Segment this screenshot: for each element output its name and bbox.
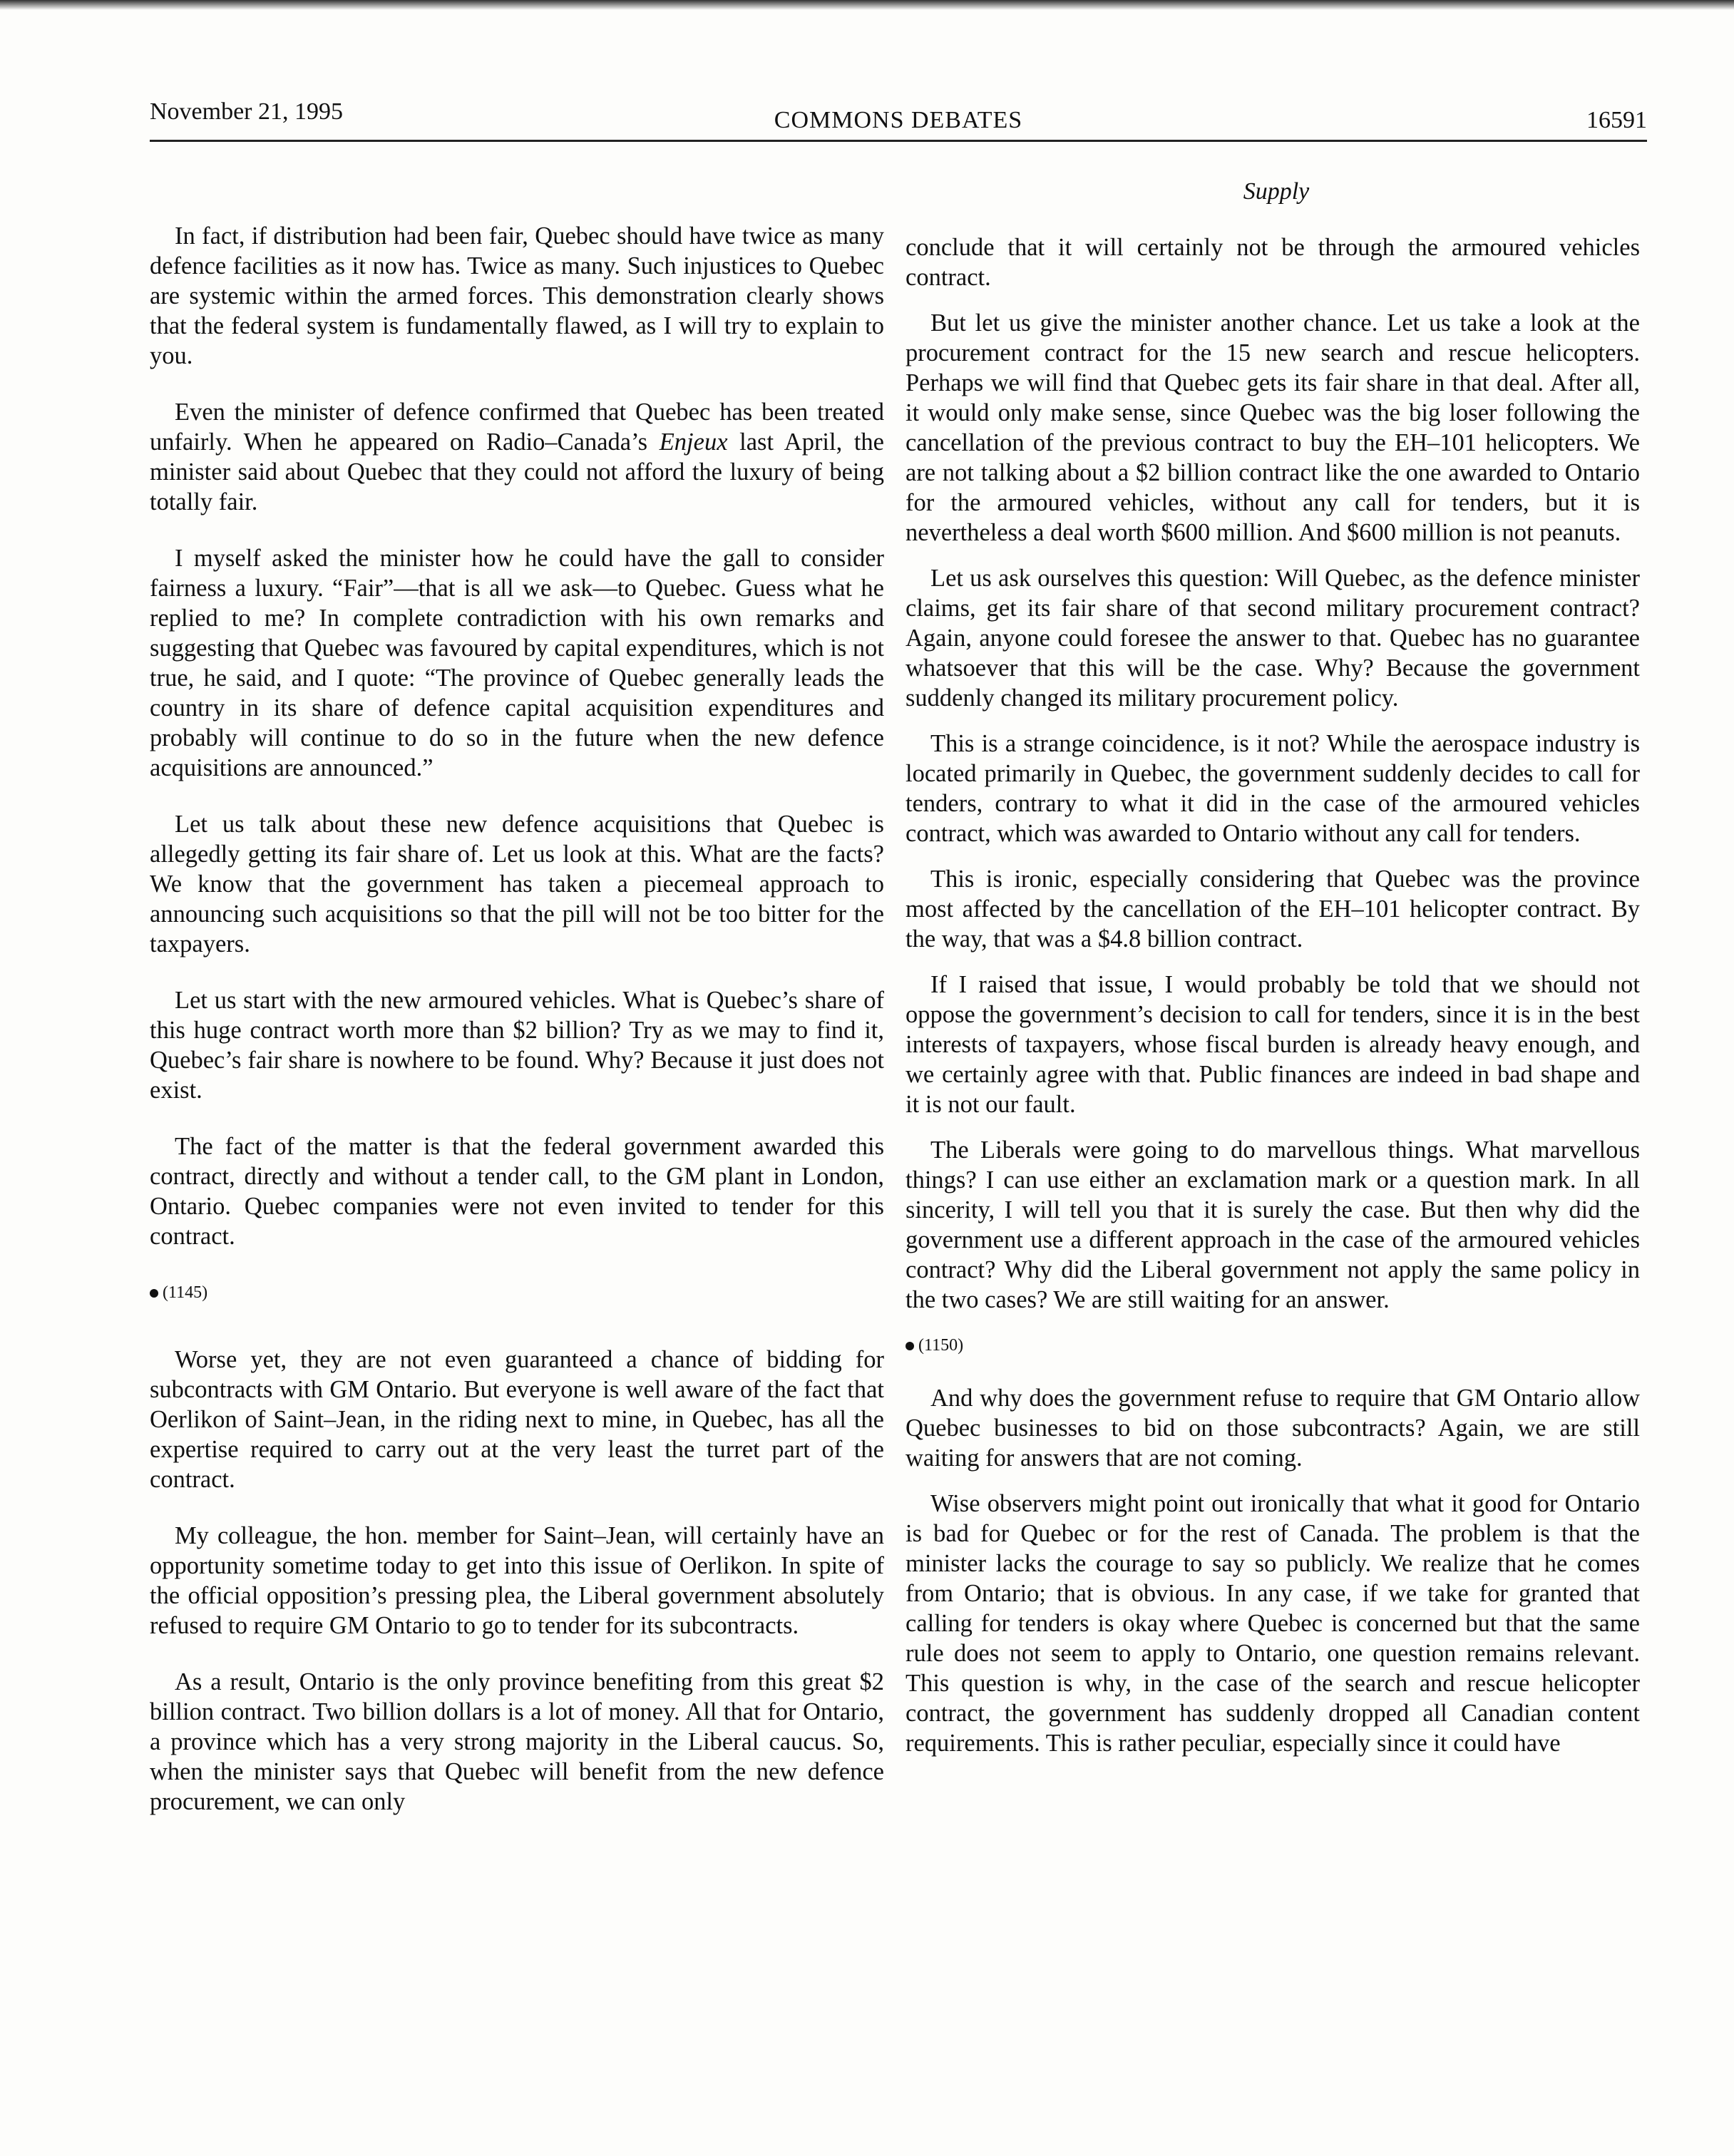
program-title: Enjeux <box>659 428 728 456</box>
header-date: November 21, 1995 <box>150 98 344 125</box>
paragraph: As a result, Ontario is the only province benefiting from this great $2 billion contract. Two billion dollars is a lot of money. All that for Ontario, a province which has a very strong majority in the Liberal caucus. So, when the minister says that Quebec will benefit from the new defence procurement, we can only <box>150 1668 884 1815</box>
bullet-icon <box>906 1342 914 1350</box>
paragraph: Wise observers might point out ironically that what it good for Ontario is bad for Quebec or for the rest of Canada. The problem is that the minister lacks the courage to say so publicly. We realize that he comes from Ontario; that is obvious. In any case, if we take for granted that calling for tenders is okay where Quebec is concerned but that the same rule does not seem to apply to Ontario, one question remains relevant. This question is why, in the case of the search and rescue helicopter contract, the government has suddenly dropped all Canadian content requirements. This is rather peculiar, especially since it could have <box>906 1490 1640 1757</box>
paragraph: This is a strange coincidence, is it not? While the aerospace industry is located primarily in Quebec, the government suddenly decides to call for tenders, contrary to what it did in the case of the armoured vehicles contract, which was awarded to Ontario without any call for tenders. <box>906 730 1640 847</box>
paragraph: But let us give the minister another chance. Let us take a look at the procurement contract for the 15 new search and rescue helicopters. Perhaps we will find that Quebec gets its fair share in that deal. After all, it would only make sense, since Quebec was the big loser following the cancellation of the previous contract to buy the EH–101 helicopters. We are not talking about a $2 billion contract like the one awarded to Ontario for the armoured vehicles, without any call for tenders, but it is nevertheless a deal worth $600 million. And $600 million is not peanuts. <box>906 309 1640 546</box>
page-header <box>150 98 1647 141</box>
paragraph: The fact of the matter is that the federal government awarded this contract, directly and without a tender call, to the GM plant in London, Ontario. Quebec companies were not even invited to tender for this contract. <box>150 1133 884 1250</box>
paragraph: The Liberals were going to do marvellous things. What marvellous things? I can use either an exclamation mark or a question mark. In all sincerity, I will tell you that it is surely the case. But then why did the government use a different approach in the case of the armoured vehicles contract? Why did the Liberal government not apply the same policy in the two cases? We are still waiting for an answer. <box>906 1136 1640 1313</box>
page-number: 16591 <box>1586 107 1647 133</box>
left-column <box>150 221 884 1843</box>
paragraph: In fact, if distribution had been fair, Quebec should have twice as many defence facilities as it now has. Twice as many. Such injustices to Quebec are systemic within the armed forces. This demonstration clearly shows that the federal system is fundamentally flawed, as I will try to explain to you. <box>150 222 884 369</box>
right-column <box>906 232 1640 1774</box>
paragraph: Worse yet, they are not even guaranteed a chance of bidding for subcontracts with GM Ontario. But everyone is well aware of the fact that Oerlikon of Saint–Jean, in the riding next to mine, in Quebec, has all the expertise required to carry out at the very least the turret part of the contract. <box>150 1346 884 1493</box>
section-title: Supply <box>1243 178 1310 205</box>
paragraph: My colleague, the hon. member for Saint–Jean, will certainly have an opportunity sometime today to get into this issue of Oerlikon. In spite of the official opposition’s pressing plea, the Liberal government absolutely refused to require GM Ontario to go to tender for its subcontracts. <box>150 1522 884 1639</box>
paragraph: Let us ask ourselves this question: Will Quebec, as the defence minister claims, get its fair share of that second military procurement contract? Again, anyone could foresee the answer to that. Quebec has no guarantee whatsoever that this will be the case. Why? Because the government suddenly changed its military procurement policy. <box>906 565 1640 712</box>
paragraph: If I raised that issue, I would probably be told that we should not oppose the government’s decision to call for tenders, since it is in the best interests of taxpayers, whose fiscal burden is already heavy enough, and we certainly agree with that. Public finances are indeed in bad shape and it is not our fault. <box>906 971 1640 1118</box>
paragraph: Let us start with the new armoured vehicles. What is Quebec’s share of this huge contract worth more than $2 billion? Try as we may to find it, Quebec’s fair share is nowhere to be found. Why? Because it just does not exist. <box>150 987 884 1104</box>
paragraph: I myself asked the minister how he could have the gall to consider fairness a luxury. “Fair”—that is all we ask—to Quebec. Guess what he replied to me? In complete contradiction with his own remarks and suggesting that Quebec was favoured by capital expenditures, which is not true, he said, and I quote: “The province of Quebec generally leads the country in its share of defence capital acquisition expenditures and probably will continue to do so in the future when the new defence acquisitions are announced.” <box>150 545 884 781</box>
paragraph-text: last April, the minister said about Quebec that they could not afford the luxury of being totally fair. <box>150 428 884 515</box>
header-rule <box>150 140 1647 142</box>
bullet-icon <box>150 1289 158 1298</box>
time-marker <box>906 1330 1640 1360</box>
paragraph: And why does the government refuse to require that GM Ontario allow Quebec businesses to bid on those subcontracts? Again, we are still waiting for answers that are not coming. <box>906 1385 1640 1472</box>
header-publication: COMMONS DEBATES <box>774 107 1023 133</box>
time-marker-text: (1150) <box>918 1336 964 1355</box>
paragraph <box>150 397 884 517</box>
paragraph: Let us talk about these new defence acquisitions that Quebec is allegedly getting its fair share of. Let us look at this. What are the facts? We know that the government has taken a piecemeal approach to announcing such acquisitions so that the pill will not be too bitter for the taxpayers. <box>150 811 884 958</box>
paragraph-continued: conclude that it will certainly not be through the armoured vehicles contract. <box>906 234 1640 291</box>
time-marker-text: (1145) <box>163 1283 208 1302</box>
time-marker <box>150 1278 884 1308</box>
paragraph: This is ironic, especially considering that Quebec was the province most affected by the cancellation of the EH–101 helicopter contract. By the way, that was a $4.8 billion contract. <box>906 866 1640 953</box>
paragraph-text: Even the minister of defence confirmed that Quebec has been treated unfairly. When he appeared on Radio–Canada’s <box>150 399 884 456</box>
scan-edge <box>0 0 1734 10</box>
